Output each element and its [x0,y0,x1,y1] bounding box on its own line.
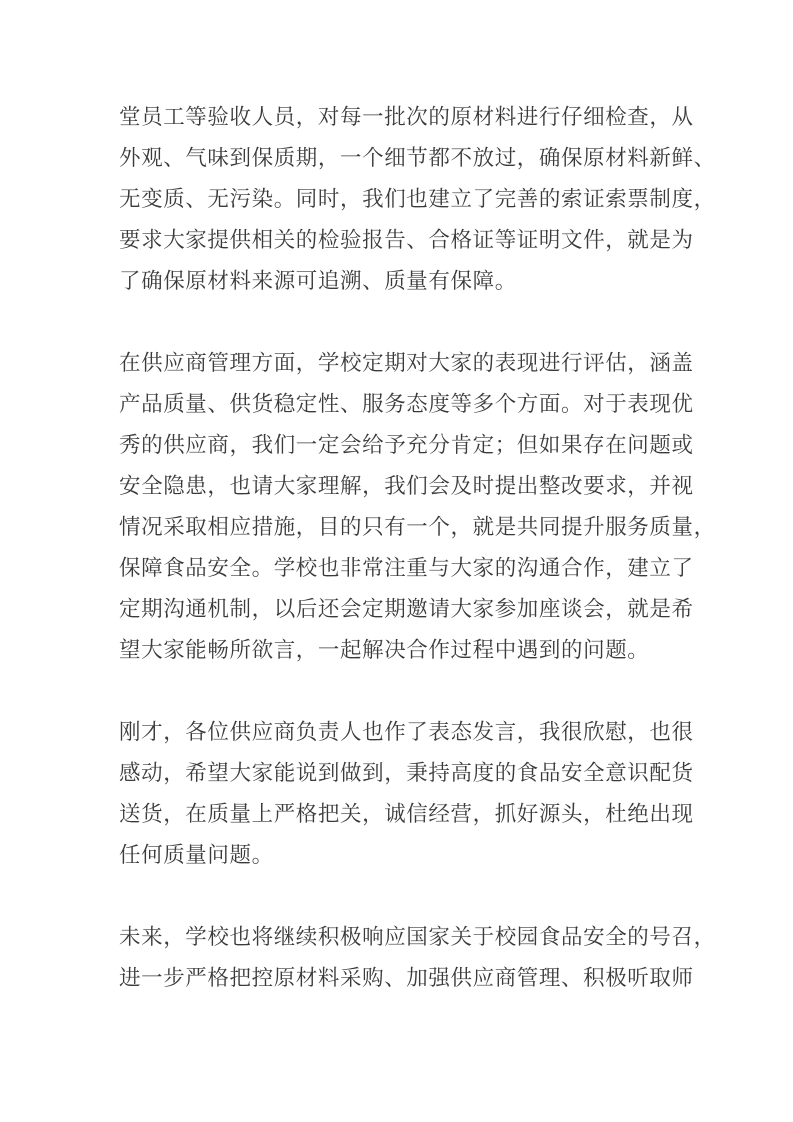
text-line: 要求大家提供相关的检验报告、合格证等证明文件，就是为 [119,228,694,252]
text-line: 感动，希望大家能说到做到，秉持高度的食品安全意识配货 [119,761,694,785]
text-line: 保障食品安全。学校也非常注重与大家的沟通合作，建立了 [119,556,694,580]
text-line: 安全隐患，也请大家理解，我们会及时提出整改要求，并视 [119,474,694,498]
text-line: 刚才，各位供应商负责人也作了表态发言，我很欣慰，也很 [119,720,694,744]
text-line: 秀的供应商，我们一定会给予充分肯定；但如果存在问题或 [119,433,694,457]
text-line: 情况采取相应措施，目的只有一个，就是共同提升服务质量， [119,515,716,539]
paragraph [119,712,713,876]
text-line: 外观、气味到保质期，一个细节都不放过，确保原材料新鲜、 [119,146,716,170]
text-line: 了确保原材料来源可追溯、质量有保障。 [119,269,517,293]
text-line: 望大家能畅所欲言，一起解决合作过程中遇到的问题。 [119,638,650,662]
text-line: 进一步严格把控原材料采购、加强供应商管理、积极听取师 [119,966,694,990]
paragraph [119,917,716,999]
text-line: 定期沟通机制，以后还会定期邀请大家参加座谈会，就是希 [119,597,694,621]
text-line: 堂员工等验收人员，对每一批次的原材料进行仔细检查，从 [119,105,694,129]
paragraph [119,97,716,302]
text-line: 在供应商管理方面，学校定期对大家的表现进行评估，涵盖 [119,351,694,375]
text-line: 未来，学校也将继续积极响应国家关于校园食品安全的号召， [119,925,716,949]
text-line: 送货，在质量上严格把关，诚信经营，抓好源头，杜绝出现 [119,802,694,826]
document-body [119,97,716,999]
text-line: 产品质量、供货稳定性、服务态度等多个方面。对于表现优 [119,392,694,416]
paragraph [119,343,716,671]
text-line: 任何质量问题。 [119,843,274,867]
text-line: 无变质、无污染。同时，我们也建立了完善的索证索票制度， [119,187,716,211]
